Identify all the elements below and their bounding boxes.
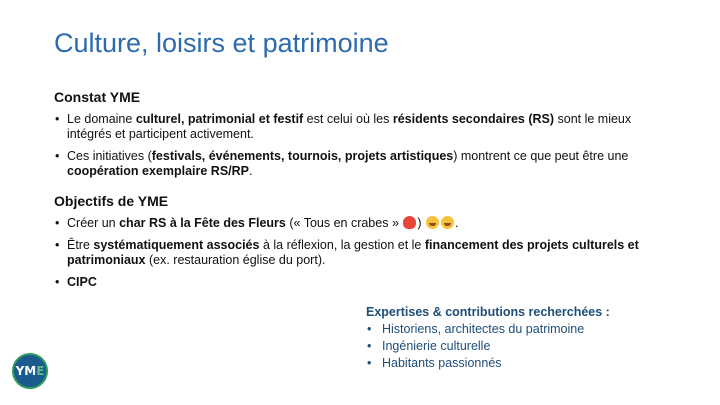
objectifs-bullet-2 bbox=[54, 238, 664, 268]
objectifs-heading: Objectifs de YME bbox=[54, 193, 169, 209]
text-run-bold: résidents secondaires (RS) bbox=[392, 112, 555, 126]
text-run: Être bbox=[67, 238, 94, 252]
yme-logo bbox=[12, 353, 48, 389]
expertise-box bbox=[366, 304, 696, 372]
laughing-face-icon bbox=[426, 216, 439, 229]
text-run: (ex. restauration église du port). bbox=[145, 253, 326, 267]
expertise-item: • Ingénierie culturelle bbox=[366, 338, 696, 355]
text-run-bold: systématiquement associés bbox=[93, 238, 260, 252]
text-run-bold: coopération exemplaire RS/RP bbox=[67, 164, 250, 178]
objectifs-bullet-1 bbox=[54, 216, 664, 231]
objectifs-list bbox=[54, 216, 664, 297]
expertise-list bbox=[366, 321, 696, 372]
text-run: ) bbox=[417, 216, 426, 230]
text-run: Créer un bbox=[67, 216, 120, 230]
text-run-bold: CIPC bbox=[67, 275, 97, 289]
text-run: (« Tous en crabes » bbox=[285, 216, 403, 230]
slide-title: Culture, loisirs et patrimoine bbox=[54, 28, 389, 58]
text-run: . bbox=[455, 216, 459, 230]
constat-bullet-1 bbox=[54, 112, 664, 142]
text-run-bold: char RS à la Fête des Fleurs bbox=[119, 216, 286, 230]
text-run: est celui où les bbox=[303, 112, 393, 126]
constat-heading: Constat YME bbox=[54, 89, 141, 105]
objectifs-bullet-3 bbox=[54, 275, 664, 290]
constat-list bbox=[54, 112, 664, 186]
text-run-bold: festivals, événements, tournois, projets artistiques bbox=[151, 149, 454, 163]
crab-icon bbox=[403, 216, 416, 229]
text-run: ) montrent ce que peut être une bbox=[453, 149, 629, 163]
text-run: à la réflexion, la gestion et le bbox=[259, 238, 425, 252]
laughing-face-icon bbox=[441, 216, 454, 229]
text-run-bold: culturel, patrimonial et festif bbox=[135, 112, 304, 126]
logo-text-accent: E bbox=[36, 364, 45, 378]
text-run-bold: financement des projets culturels et patrimoniaux bbox=[67, 238, 639, 267]
expertise-item: • Historiens, architectes du patrimoine bbox=[366, 321, 696, 338]
expertise-title: Expertises & contributions recherchées : bbox=[366, 305, 610, 319]
text-run: . bbox=[249, 164, 253, 178]
expertise-item: • Habitants passionnés bbox=[366, 355, 696, 372]
text-run: Le domaine bbox=[67, 112, 136, 126]
text-run: sont le mieux intégrés et participent activement. bbox=[67, 112, 632, 141]
constat-bullet-2 bbox=[54, 149, 664, 179]
logo-text: YM bbox=[15, 364, 37, 378]
text-run: Ces initiatives ( bbox=[67, 149, 152, 163]
